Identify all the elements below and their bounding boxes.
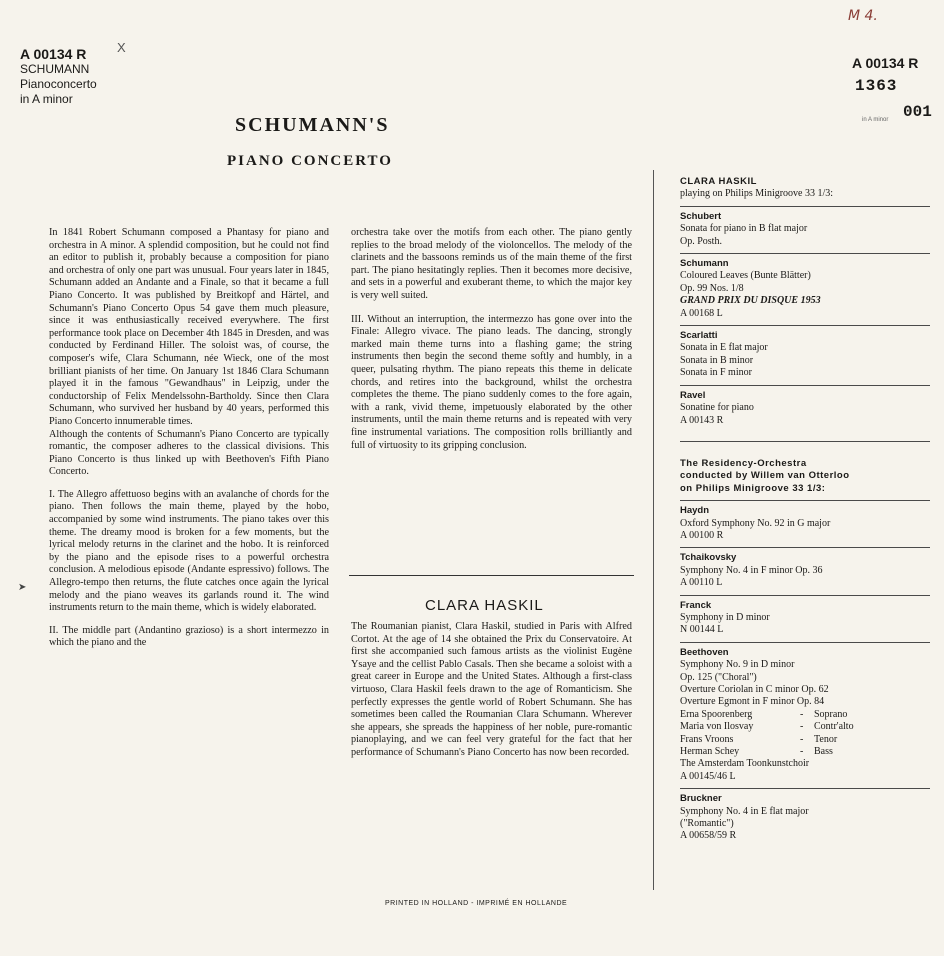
discography-entry — [680, 596, 930, 643]
singer-name: Maria von Ilosvay — [680, 721, 754, 733]
singer-dash: - — [800, 708, 804, 720]
faded-label: in A minor — [862, 117, 889, 123]
notes-paragraph: I. The Allegro affettuoso begins with an avalanche of chords for the piano. Then follows the main theme, played by the hobo, accompanied by some wind instruments. The piano takes over this theme. The dreamy mood is broken for a few moments, but the lyrical melody returns in the clarinet and the hobo. It is reinforced by the piano and the episode rises to a powerful orchestra conclusion. A melodious episode (Andante espressivo) follows. The Allegro-tempo then returns, the flute catches once again the lyrical melody and the piano weaves its garlands round it. The wind instruments return to the main theme, which is widely elaborated. — [49, 488, 329, 614]
catalog-label-left — [20, 47, 97, 107]
work-label-2: in A minor — [20, 92, 73, 106]
record-number: N 00144 L — [680, 624, 724, 636]
discography-entry — [680, 789, 930, 848]
format-line: on Philips Minigroove 33 1/3: — [680, 482, 826, 494]
work-line: Overture Coriolan in C minor Op. 62 — [680, 684, 829, 695]
haskil-heading: CLARA HASKIL — [425, 597, 544, 614]
side-mark: ➤ — [18, 582, 27, 593]
work-line: Sonata in E flat major — [680, 342, 768, 354]
work-line: Coloured Leaves (Bunte Blätter) — [680, 270, 811, 282]
record-number: A 00145/46 L — [680, 770, 736, 782]
composer-name: Scarlatti — [680, 330, 718, 342]
work-line: Overture Egmont in F minor Op. 84 — [680, 696, 825, 708]
composer-name: Schumann — [680, 258, 729, 270]
stamp-number: 1363 — [855, 77, 898, 95]
work-line: Oxford Symphony No. 92 in G major — [680, 517, 831, 529]
choir-line: The Amsterdam Toonkunstchoir — [680, 758, 810, 770]
orchestra-discography-header — [680, 442, 930, 501]
orchestra-name: The Residency-Orchestra — [680, 457, 807, 469]
singer-voice: Soprano — [814, 708, 848, 720]
composer-name: Franck — [680, 599, 712, 611]
record-number: A 00100 R — [680, 529, 724, 541]
page-title: SCHUMANN'S — [235, 114, 390, 136]
work-line: Sonata for piano in B flat major — [680, 223, 808, 235]
catalog-number-right: A 00134 R — [852, 55, 919, 71]
singer-voice: Tenor — [814, 733, 838, 745]
notes-column-2 — [351, 227, 632, 463]
discography-entry — [680, 254, 930, 326]
notes-paragraph: orchestra take over the motifs from each other. The piano gently replies to the broad melody of the violoncellos. The melody of the clarinets and the bassoons reminds us of the main theme of the first part. The piano hesitatingly replies. Then it becomes more decisive, and sets in a powerful and exuberant theme, to which the major key is very well suited. — [351, 227, 632, 301]
singer-row — [680, 734, 930, 746]
handwritten-note: M 4. — [848, 8, 878, 24]
conductor-line: conducted by Willem van Otterloo — [680, 470, 850, 482]
singer-dash: - — [800, 733, 804, 745]
record-number: A 00143 R — [680, 414, 724, 426]
work-line: ("Romantic") — [680, 818, 734, 830]
work-line: Symphony No. 4 in E flat major — [680, 805, 809, 817]
work-line: Sonatine for piano — [680, 402, 754, 414]
composer-name: Beethoven — [680, 646, 729, 658]
work-line: Sonata in F minor — [680, 367, 752, 379]
composer-name: Bruckner — [680, 793, 722, 805]
singer-name: Frans Vroons — [680, 733, 734, 745]
composer-name: Schubert — [680, 210, 722, 222]
composer-name: Haydn — [680, 505, 710, 517]
discography-column — [680, 172, 930, 848]
column-rule — [653, 170, 654, 890]
artist-format: playing on Philips Minigroove 33 1/3: — [680, 188, 834, 200]
composer-label: SCHUMANN — [20, 62, 90, 76]
discography-entry — [680, 501, 930, 548]
stamp-suffix: 001 — [903, 103, 932, 121]
discography-entry — [680, 548, 930, 595]
singer-row — [680, 721, 930, 733]
notes-paragraph: II. The middle part (Andantino grazioso) is a short intermezzo in which the piano and the — [49, 624, 329, 649]
singer-voice: Contr'alto — [814, 721, 854, 733]
work-line: Op. Posth. — [680, 235, 722, 247]
discography-entry — [680, 207, 930, 254]
singer-dash: - — [800, 746, 804, 758]
haskil-biography — [351, 621, 632, 770]
pencil-mark: X — [117, 40, 126, 55]
singer-row — [680, 709, 930, 721]
page-subtitle: PIANO CONCERTO — [227, 153, 393, 169]
composer-name: Ravel — [680, 389, 706, 401]
work-label-1: Pianoconcerto — [20, 77, 97, 91]
notes-paragraph: Although the contents of Schumann's Piano Concerto are typically romantic, the composer adheres to the classical divisions. This Piano Concerto is thus linked up with Beethoven's Fifth Piano Concerto. — [49, 428, 329, 478]
work-line: Symphony in D minor — [680, 611, 770, 623]
haskil-discography-header — [680, 172, 930, 207]
singer-voice: Bass — [814, 746, 833, 758]
singer-dash: - — [800, 721, 804, 733]
work-line: Op. 99 Nos. 1/8 — [680, 282, 744, 294]
singer-row — [680, 746, 930, 758]
record-number: A 00110 L — [680, 577, 723, 589]
notes-column-1 — [49, 227, 329, 660]
notes-paragraph: III. Without an interruption, the intermezzo has gone over into the Finale: Allegro vivace. The piano leads. The dancing, strongly marked main theme turns into a flashing game; the string instruments then begin the second theme softly and humbly, in a queer, pulsating rhythm. The piano repeats this theme in delicate chords, and retires into the background, whilst the orchestra completes the theme. The piano suddenly comes to the fore again, with a rank, vivid theme, impetuously elaborated by the other instruments, until the main theme returns and is repeated with very fine instrumental variations. The composition rolls brilliantly and full of virtuosity to its gripping conclusion. — [351, 313, 632, 451]
work-line: Op. 125 ("Choral") — [680, 671, 757, 683]
composer-name: Tchaikovsky — [680, 552, 737, 564]
discography-entry — [680, 643, 930, 789]
work-line: Symphony No. 4 in F minor Op. 36 — [680, 564, 823, 576]
record-number: A 00168 L — [680, 307, 723, 319]
artist-name: CLARA HASKIL — [680, 176, 757, 187]
printed-in-holland: PRINTED IN HOLLAND - IMPRIMÉ EN HOLLANDE — [385, 900, 568, 907]
award-line: GRAND PRIX DU DISQUE 1953 — [680, 295, 821, 307]
section-divider — [349, 575, 634, 576]
catalog-number: A 00134 R — [20, 46, 87, 62]
discography-entry — [680, 326, 930, 386]
notes-paragraph: In 1841 Robert Schumann composed a Phantasy for piano and orchestra in A minor. A splendid composition, but he could not find an editor to publish it, probably because a composition for piano and orchestra of only one part was unusual. Four years later in 1845, Schumann added an Andante and a Finale, so that it became a full Piano Concerto. It was published by Breitkopf and Härtel, and Schumann's Piano Concerto Opus 54 gave them much pleasure, since it was enthusiastically received everywhere. The first performance took place on December 4th 1845 in Dresden, and was conducted by Ferdinand Hiller. The soloist was, of course, the composer's wife, Clara Schumann, née Wieck, one of the most brilliant pianists of her time. On January 1st 1846 Clara Schumann played it in the famous "Gewandhaus" in Leipzig, under the conductorship of Felix Mendelssohn-Bartholdy. Since then Clara Schumann, who survived her husband by 40 years, performed this Piano Concerto innumerable times. — [49, 227, 329, 427]
work-line: Symphony No. 9 in D minor — [680, 659, 795, 671]
discography-entry — [680, 386, 930, 442]
singer-name: Erna Spoorenberg — [680, 708, 753, 720]
work-line: Sonata in B minor — [680, 354, 754, 366]
singer-name: Herman Schey — [680, 746, 740, 758]
biography-paragraph: The Roumanian pianist, Clara Haskil, studied in Paris with Alfred Cortot. At the age of 14 she obtained the Prix du Conservatoire. At first she accompanied such famous artists as the violinist Eugène Ysaye and the cellist Pablo Casals. Then she became a soloist with a great career in Europe and the United States. Although a first-class virtuoso, Clara Haskil feels drawn to the age of Romanticism. She perfectly expresses the gentle world of Robert Schumann. She has sometimes been called the Roumanian Clara Schumann. Wherever she appears, she spreads the happiness of her noble, pure-romantic pianoplaying, and we can feel very grateful for the fact that her performance of Schumann's Piano Concerto has now been recorded. — [351, 621, 632, 758]
record-number: A 00658/59 R — [680, 830, 737, 842]
